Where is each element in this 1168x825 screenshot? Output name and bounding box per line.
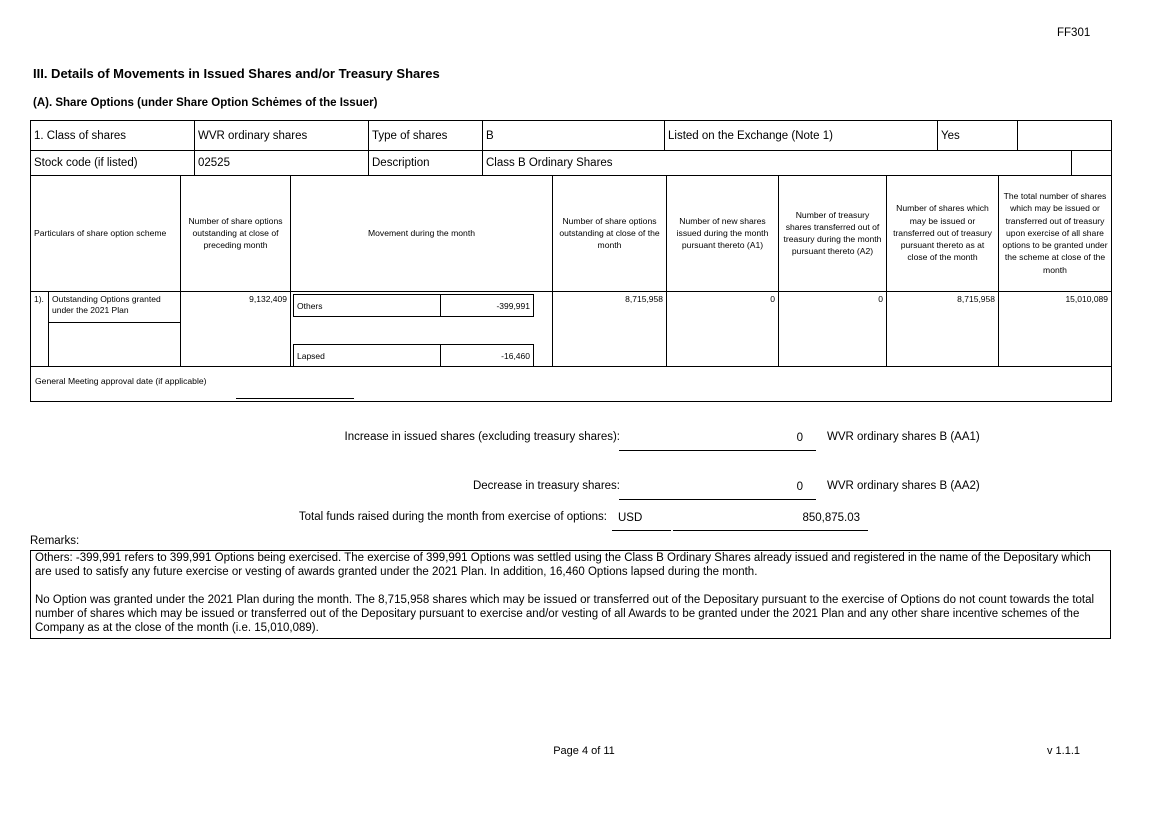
movement-row-others: [293, 294, 534, 317]
movement-others-value: -399,991: [441, 294, 534, 317]
increase-issued-shares-value: 0: [619, 432, 816, 451]
decrease-treasury-shares-value: 0: [619, 481, 816, 500]
row-movement-cell: [291, 292, 553, 367]
row-treasury-transferred: 0: [779, 292, 887, 367]
header-may-be-issued: Number of shares which may be issued or transferred out of treasury pursuant thereto as at close of the month: [887, 175, 999, 292]
header-outstanding-close: Number of share options outstanding at close of the month: [553, 175, 667, 292]
footer-version: v 1.1.1: [1047, 745, 1081, 757]
class-of-shares-label: 1. Class of shares: [31, 121, 195, 151]
row-total-number: 15,010,089: [999, 292, 1112, 367]
remarks-paragraph-1: Others: -399,991 refers to 399,991 Options being exercised. The exercise of 399,991 Options was settled using the Class B Ordinary Shares already issued and registered in the name of the Depositary which are used to satisfy any future exercise or vesting of awards granted under the 2021 Plan. In addition, 16,460 Options lapsed during the month.: [35, 552, 1091, 578]
row-particulars: Outstanding Options granted under the 2021 Plan: [49, 292, 180, 323]
total-funds-currency: USD: [612, 512, 671, 531]
class-of-shares-value: WVR ordinary shares: [195, 121, 369, 151]
section-title: III. Details of Movements in Issued Shares and/or Treasury Shares: [33, 66, 440, 81]
movement-lapsed-label: Lapsed: [293, 344, 441, 367]
row1-empty-cell: [1018, 121, 1112, 151]
header-movement: Movement during the month: [291, 175, 553, 292]
header-new-shares-issued: Number of new shares issued during the month pursuant thereto (A1): [667, 175, 779, 292]
row-particulars-cell: [49, 292, 181, 367]
approval-label: General Meeting approval date (if applicable): [35, 376, 207, 386]
description-value: Class B Ordinary Shares: [483, 151, 1072, 176]
listed-on-exchange-value: Yes: [938, 121, 1018, 151]
description-label: Description: [369, 151, 483, 176]
options-table-header-row: [31, 175, 1112, 292]
decrease-treasury-shares-label: Decrease in treasury shares:: [472, 480, 620, 492]
row-may-be-issued: 8,715,958: [887, 292, 999, 367]
listed-on-exchange-label: Listed on the Exchange (Note 1): [665, 121, 938, 151]
remarks-gap: [35, 580, 1106, 594]
share-options-table: [30, 175, 1112, 402]
remarks-box: [30, 550, 1111, 639]
approval-date-blank: [236, 367, 354, 399]
header-outstanding-preceding: Number of share options outstanding at close of preceding month: [181, 175, 291, 292]
share-class-row-2: [31, 151, 1112, 176]
type-of-shares-label: Type of shares: [369, 121, 483, 151]
total-funds-value: 850,875.03: [673, 512, 868, 531]
movement-row-lapsed: [293, 344, 534, 367]
header-particulars: Particulars of share option scheme: [31, 175, 181, 292]
stock-code-label: Stock code (if listed): [31, 151, 195, 176]
header-total-number: The total number of shares which may be issued or transferred out of treasury upon exercise of all share options to be granted under the scheme at close of the month: [999, 175, 1112, 292]
stock-code-value: 02525: [195, 151, 369, 176]
approval-cell: [31, 367, 1112, 402]
decrease-treasury-shares-unit: WVR ordinary shares B (AA2): [827, 480, 980, 492]
header-treasury-transferred: Number of treasury shares transferred out of treasury during the month pursuant thereto (A2): [779, 175, 887, 292]
approval-row: [31, 367, 1112, 402]
subsection-title: (A). Share Options (under Share Option Schėmes of the Issuer): [33, 97, 378, 109]
total-funds-raised-label: Total funds raised during the month from exercise of options:: [298, 511, 607, 523]
increase-issued-shares-unit: WVR ordinary shares B (AA1): [827, 431, 980, 443]
movement-lapsed-value: -16,460: [441, 344, 534, 367]
row-index: 1).: [31, 292, 49, 367]
form-code: FF301: [1057, 27, 1091, 39]
row-outstanding-preceding: 9,132,409: [181, 292, 291, 367]
increase-issued-shares-label: Increase in issued shares (excluding treasury shares):: [344, 431, 620, 443]
row-outstanding-close: 8,715,958: [553, 292, 667, 367]
row2-empty-cell: [1072, 151, 1112, 176]
share-class-row-1: [31, 121, 1112, 151]
row-new-shares-issued: 0: [667, 292, 779, 367]
remarks-label: Remarks:: [30, 535, 80, 547]
share-class-table: [30, 120, 1112, 176]
movement-others-label: Others: [293, 294, 441, 317]
footer-page-number: Page 4 of 11: [553, 745, 615, 757]
remarks-paragraph-2: No Option was granted under the 2021 Plan during the month. The 8,715,958 shares which may be issued or transferred out of the Depositary pursuant to the exercise of Options do not count towards the total number of shares which may be issued or transferred out of the Depositary pursuant to exercise and/or vesting of all Awards to be granted under the 2021 Plan and any other share incentive schemes of the Company as at the close of the month (i.e. 15,010,089).: [35, 593, 1095, 634]
options-table-data-row: [31, 292, 1112, 367]
type-of-shares-value: B: [483, 121, 665, 151]
